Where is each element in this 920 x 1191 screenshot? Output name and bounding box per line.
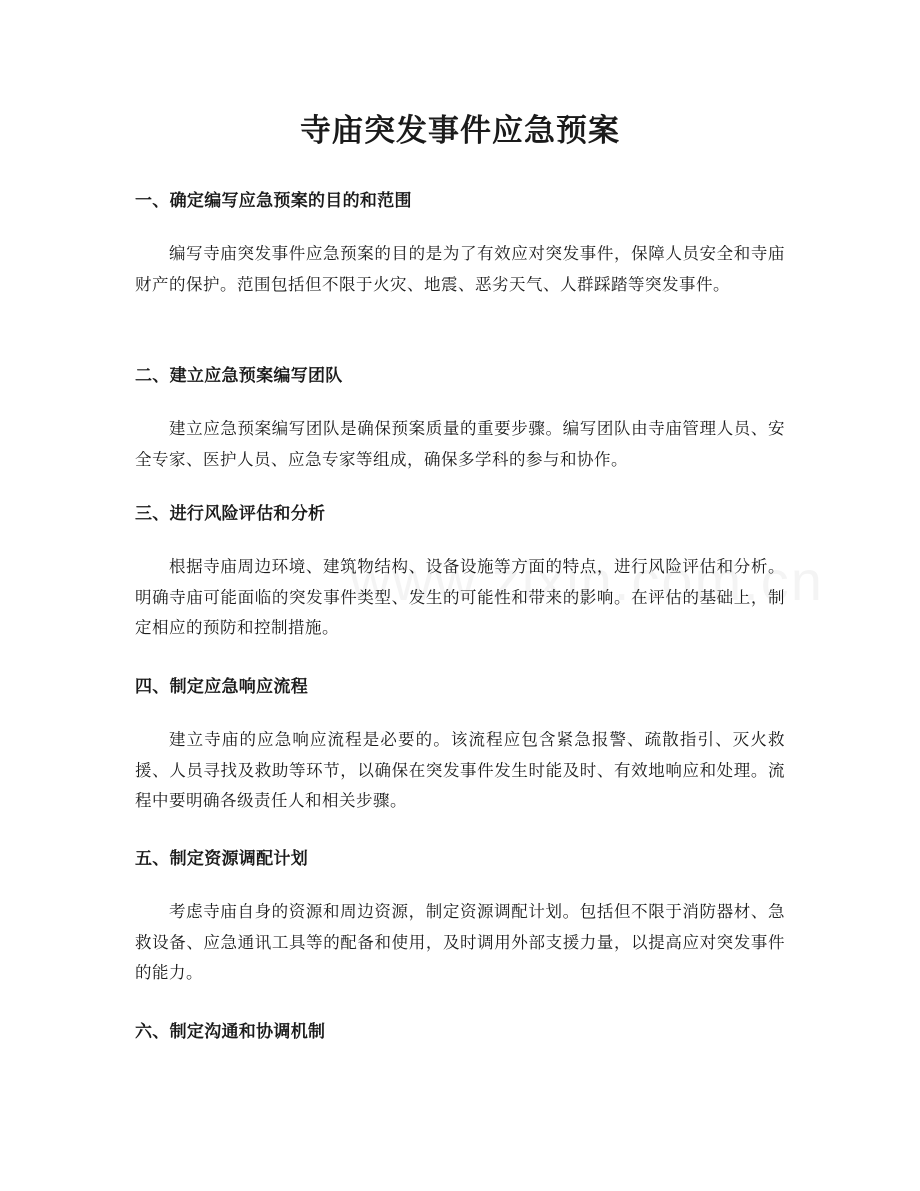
section-body: 编写寺庙突发事件应急预案的目的是为了有效应对突发事件，保障人员安全和寺庙财产的保护。范围包括但不限于火灾、地震、恶劣天气、人群踩踏等突发事件。 bbox=[135, 244, 785, 294]
section-body: 考虑寺庙自身的资源和周边资源，制定资源调配计划。包括但不限于消防器材、急救设备、应急通讯工具等的配备和使用，及时调用外部支援力量，以提高应对突发事件的能力。 bbox=[135, 902, 785, 982]
section-heading: 一、确定编写应急预案的目的和范围 bbox=[135, 191, 412, 211]
section-body: 建立应急预案编写团队是确保预案质量的重要步骤。编写团队由寺庙管理人员、安全专家、医护人员、应急专家等组成，确保多学科的参与和协作。 bbox=[135, 419, 785, 469]
section-1 bbox=[135, 188, 785, 300]
section-2 bbox=[135, 363, 785, 475]
section-heading: 三、进行风险评估和分析 bbox=[135, 504, 326, 524]
section-heading: 五、制定资源调配计划 bbox=[135, 849, 308, 869]
section-heading: 四、制定应急响应流程 bbox=[135, 677, 308, 697]
document-title: 寺庙突发事件应急预案 bbox=[300, 113, 620, 149]
section-3 bbox=[135, 501, 785, 644]
section-6 bbox=[135, 1019, 785, 1045]
section-body: 根据寺庙周边环境、建筑物结构、设备设施等方面的特点，进行风险评估和分析。明确寺庙可能面临的突发事件类型、发生的可能性和带来的影响。在评估的基础上，制定相应的预防和控制措施。 bbox=[135, 557, 785, 637]
section-heading: 六、制定沟通和协调机制 bbox=[135, 1022, 326, 1042]
section-4 bbox=[135, 674, 785, 817]
section-body: 建立寺庙的应急响应流程是必要的。该流程应包含紧急报警、疏散指引、灭火救援、人员寻找及救助等环节，以确保在突发事件发生时能及时、有效地响应和处理。流程中要明确各级责任人和相关步骤。 bbox=[135, 730, 785, 810]
section-heading: 二、建立应急预案编写团队 bbox=[135, 366, 343, 386]
section-5 bbox=[135, 846, 785, 989]
